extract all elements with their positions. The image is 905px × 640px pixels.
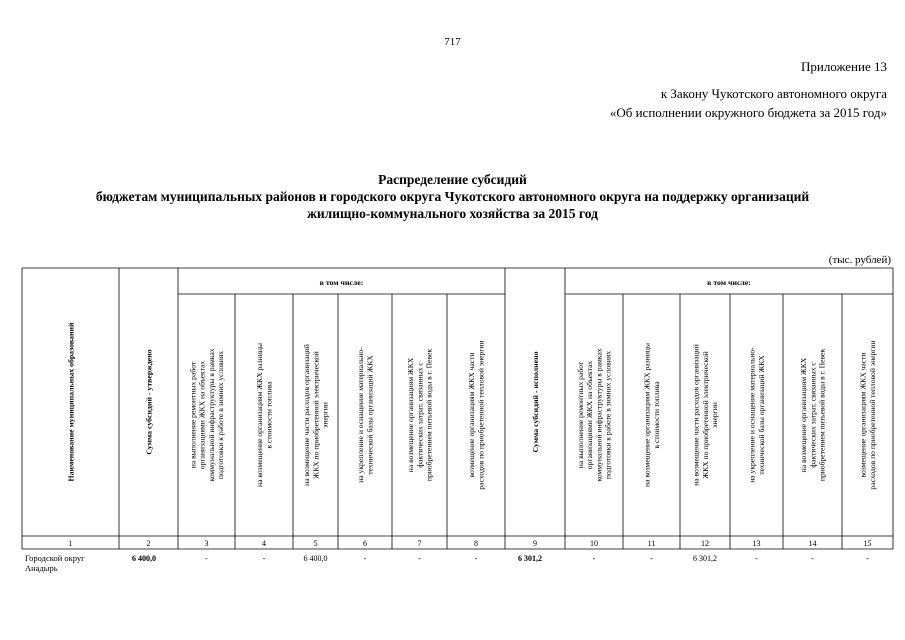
header-approved-sub-5-line-2: приобретением питьевой воды в г. Певек bbox=[424, 348, 434, 482]
column-number-2: 2 bbox=[146, 539, 151, 548]
header-approved-sub-2-line-0: на возмещение организациям ЖКХ разницы bbox=[255, 343, 265, 487]
header-executed-sub-4-line-1: технической базы организаций ЖКХ bbox=[756, 355, 766, 475]
header-executed-sub-3-line-0: на возмещение части расходов организаций bbox=[691, 344, 701, 486]
row-0-cell-6: - bbox=[363, 554, 367, 563]
header-approved-sub-1-line-2: коммунальной инфраструктуры в рамках bbox=[206, 348, 216, 482]
column-number-4: 4 bbox=[262, 539, 266, 548]
header-executed-sub-2-line-0: на возмещение организациям ЖКХ разницы bbox=[642, 343, 652, 487]
header-executed-sub-1-line-1: организациями ЖКХ на объектах bbox=[585, 360, 595, 470]
page-number: 717 bbox=[444, 36, 461, 48]
header-executed-sub-4-line-0: на укрепление и оснащение материально- bbox=[747, 347, 757, 483]
group-label-approved: в том числе: bbox=[319, 278, 364, 287]
column-number-15: 15 bbox=[863, 539, 872, 548]
header-approved-sub-3-line-0: на возмещение части расходов организаций bbox=[302, 344, 312, 486]
header-approved-sub-1-line-3: подготовки к работе в зимних условиях bbox=[216, 350, 226, 480]
header-executed-sub-1-line-0: на выполнение ремонтных работ bbox=[576, 361, 585, 469]
row-0-cell-9: 6 301,2 bbox=[518, 554, 542, 563]
row-0-cell-12: 6 301,2 bbox=[693, 554, 717, 563]
header-approved-sub-4-line-1: технической базы организаций ЖКХ bbox=[365, 355, 375, 475]
row-0-name-line-0: Городской округ bbox=[25, 553, 85, 563]
group-label-executed: в том числе: bbox=[707, 278, 751, 287]
column-number-10: 10 bbox=[590, 539, 598, 548]
header-municipality-line-0: Наименование муниципальных образований bbox=[66, 322, 76, 482]
header-executed-sub-2-line-1: в стоимости топлива bbox=[651, 381, 661, 449]
column-number-7: 7 bbox=[417, 539, 422, 548]
row-0-cell-2: 6 400,0 bbox=[132, 554, 156, 563]
header-executed-sub-1-line-2: коммунальной инфраструктуры в рамках bbox=[594, 348, 604, 482]
column-number-12: 12 bbox=[701, 539, 709, 548]
row-0-cell-13: - bbox=[755, 554, 758, 563]
column-number-14: 14 bbox=[808, 539, 817, 548]
header-approved-sub-5-line-1: фактических затрат, связанных с bbox=[415, 362, 425, 468]
document-title-line-2: бюджетам муниципальных районов и городского округа Чукотского автономного округа на поддержку организаций bbox=[95, 189, 810, 204]
appendix-law: к Закону Чукотского автономного округа bbox=[660, 86, 887, 101]
header-executed-sub-5-line-1: фактических затрат, связанных с bbox=[808, 362, 818, 468]
header-executed-sub-6-line-1: расходов по приобретенной тепловой энергии bbox=[867, 340, 877, 490]
column-number-8: 8 bbox=[474, 539, 478, 548]
column-number-11: 11 bbox=[647, 539, 656, 548]
column-number-13: 13 bbox=[752, 539, 761, 548]
units-label: (тыс. рублей) bbox=[828, 254, 891, 266]
column-number-3: 3 bbox=[204, 539, 209, 548]
column-number-1: 1 bbox=[68, 539, 73, 548]
header-executed-sub-5-line-0: на возмещение организациям ЖКХ bbox=[799, 357, 809, 473]
row-0-cell-7: - bbox=[418, 554, 421, 563]
document-title-line-3: жилищно-коммунального хозяйства за 2015 год bbox=[307, 206, 598, 221]
header-approved-sub-1-line-0: на выполнение ремонтных работ bbox=[188, 361, 198, 469]
header-approved-sub-4-line-0: на укрепление и оснащение материально- bbox=[356, 347, 366, 483]
row-0-cell-5: 6 400,0 bbox=[303, 554, 328, 563]
header-executed-sub-3-line-2: энергии bbox=[710, 402, 719, 428]
header-approved-sub-6-line-1: расходов по приобретенной тепловой энергии bbox=[476, 340, 486, 490]
row-0-name-line-1: Анадырь bbox=[25, 563, 58, 573]
column-number-6: 6 bbox=[363, 539, 367, 548]
column-number-5: 5 bbox=[313, 539, 318, 548]
row-0-cell-4: - bbox=[262, 554, 266, 563]
appendix-title: Приложение 13 bbox=[800, 59, 887, 74]
row-0-cell-3: - bbox=[205, 554, 208, 563]
row-0-cell-14: - bbox=[811, 554, 814, 563]
row-0-cell-8: - bbox=[474, 554, 478, 563]
header-executed-sub-3-line-1: ЖКХ по приобретенной электрической bbox=[700, 351, 710, 479]
header-approved-sub-3-line-2: энергии bbox=[320, 402, 330, 428]
header-approved-sub-5-line-0: на возмещение организациям ЖКХ bbox=[406, 357, 416, 473]
row-0-cell-15: - bbox=[866, 554, 869, 563]
header-approved-sub-3-line-1: ЖКХ по приобретенной электрической bbox=[311, 351, 321, 479]
header-approved-sub-6-line-0: возмещение организациям ЖКХ части bbox=[467, 352, 477, 478]
header-executed-sub-5-line-2: приобретением питьевой воды в г. Певек bbox=[817, 348, 827, 482]
row-0-cell-11: - bbox=[650, 554, 653, 563]
appendix-law-name: «Об исполнении окружного бюджета за 2015 год» bbox=[609, 105, 887, 120]
header-sum-executed-line-0: Сумма субсидий - исполнено bbox=[530, 351, 540, 453]
header-sum-approved-line-0: Сумма субсидий - утверждено bbox=[144, 349, 154, 455]
header-approved-sub-2-line-1: в стоимости топлива bbox=[264, 381, 274, 449]
header-approved-sub-1-line-1: организациями ЖКХ на объектах bbox=[197, 360, 207, 470]
column-number-9: 9 bbox=[533, 539, 537, 548]
header-executed-sub-6-line-0: возмещение организациям ЖКХ части bbox=[858, 352, 868, 478]
row-0-cell-10: - bbox=[592, 554, 596, 563]
header-executed-sub-1-line-3: подготовки к работе в зимних условиях bbox=[603, 350, 613, 480]
document-title-line-1: Распределение субсидий bbox=[378, 172, 527, 187]
